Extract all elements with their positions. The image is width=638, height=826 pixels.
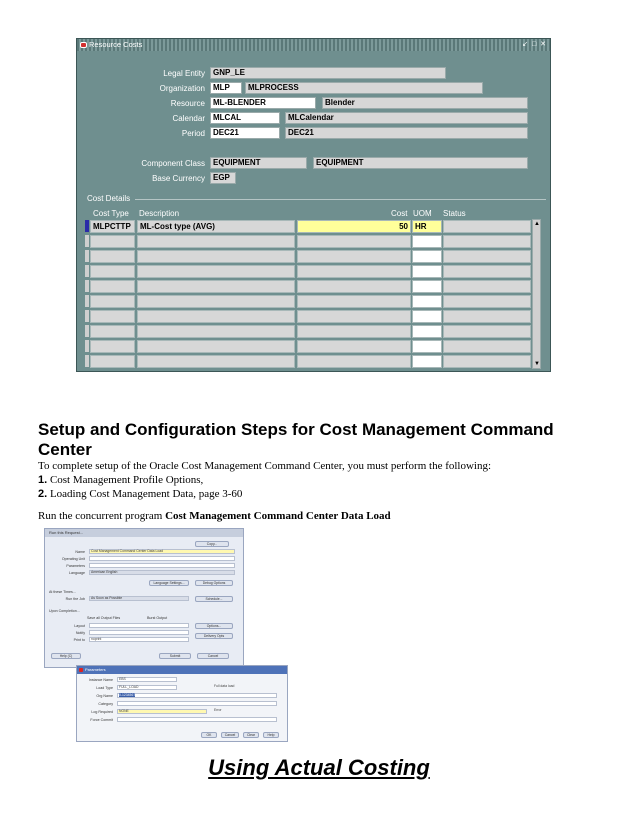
clear-button[interactable]: Clear [243,732,259,738]
table-cell[interactable] [297,340,411,353]
param-field[interactable]: FULL_LOAD [117,685,177,690]
table-cell[interactable] [412,265,442,278]
program-name: Cost Management Command Center Data Load [165,510,391,522]
calendar-label: Calendar [172,114,205,123]
calendar-name-field[interactable]: MLCalendar [285,112,528,124]
param-label: Force Commit [90,718,113,722]
language-settings-button[interactable]: Language Settings... [149,580,189,586]
name-label: Name [75,550,85,554]
scroll-down-icon[interactable]: ▼ [534,361,540,367]
scroll-up-icon[interactable]: ▲ [534,221,540,227]
section-heading: Setup and Configuration Steps for Cost Management Command Center [38,420,554,459]
table-cell[interactable] [412,235,442,248]
run-job-label: Run the Job [65,597,85,601]
component-class-label: Component Class [141,159,205,168]
table-cell[interactable] [297,295,411,308]
submit-request-screenshot [44,528,244,668]
parameters-screenshot [76,665,288,742]
table-cell[interactable] [137,355,295,368]
submit-button[interactable]: Submit [159,653,191,659]
language-label: Language [69,571,85,575]
run-prefix: Run the concurrent program [38,510,166,522]
row-selector[interactable] [85,265,89,277]
upon-completion-label: Upon Completion... [49,609,80,613]
operating-unit-field[interactable] [89,556,235,561]
step-1-text: Cost Management Profile Options, [49,474,204,486]
table-cell[interactable] [137,310,295,323]
param-label: Log Required [91,710,113,714]
description-cell[interactable]: ML-Cost type (AVG) [137,220,295,233]
param-field[interactable]: 0-1234567 [117,693,277,698]
step-2-number: 2. [38,488,48,500]
table-cell[interactable] [90,280,135,293]
resource-costs-window [76,38,551,372]
parameters-titlebar: Parameters [77,666,287,674]
parameters-label: Parameters [66,564,85,568]
row-selector[interactable] [85,235,89,247]
row-selector[interactable] [85,295,89,307]
table-cell[interactable] [412,280,442,293]
delivery-opts-button[interactable]: Delivery Opts [195,633,233,639]
col-header-cost: Cost [391,209,408,218]
table-cell[interactable] [443,325,531,338]
name-field[interactable]: Cost Management Command Center Data Load [89,549,235,554]
notify-label: Notify [75,631,85,635]
burst-output-checkbox[interactable]: Burst Output [147,616,168,620]
legal-entity-field[interactable]: GNP_LE [210,67,446,79]
resource-label: Resource [170,99,205,108]
cancel-button[interactable]: Cancel [221,732,239,738]
param-field[interactable] [117,701,277,706]
row-selector[interactable] [85,310,89,322]
table-cell[interactable] [412,340,442,353]
options-button[interactable]: Options... [195,623,233,629]
table-cell[interactable] [137,340,295,353]
param-field[interactable]: EBS [117,677,177,682]
step-2-text: Loading Cost Management Data, page 3-60 [49,488,243,500]
table-cell[interactable] [443,310,531,323]
help-button[interactable]: Help [263,732,279,738]
operating-unit-label: Operating Unit [61,557,85,561]
table-cell[interactable] [412,325,442,338]
run-job-field[interactable]: As Soon as Possible [89,596,189,601]
row-selector[interactable] [85,280,89,292]
col-header-status: Status [443,209,466,218]
parameters-field[interactable] [89,563,235,568]
table-cell[interactable] [297,280,411,293]
table-cell[interactable] [412,310,442,323]
cost-type-cell[interactable]: MLPCTTP [90,220,135,233]
param-field[interactable] [117,717,277,722]
resource-code-field[interactable]: ML-BLENDER [210,97,316,109]
param-label: Load Type [96,686,113,690]
table-cell[interactable] [443,340,531,353]
table-cell[interactable] [443,280,531,293]
layout-label: Layout [74,624,85,628]
col-header-cost-type: Cost Type [93,209,129,218]
param-label: Category [98,702,113,706]
copy-button[interactable]: Copy... [195,541,229,547]
table-cell[interactable] [90,340,135,353]
table-cell[interactable] [137,235,295,248]
cost-cell[interactable]: 50 [297,220,411,233]
vertical-scrollbar[interactable] [532,219,541,369]
table-cell[interactable] [297,250,411,263]
cost-details-section-label: Cost Details [87,194,131,203]
organization-name-field[interactable]: MLPROCESS [245,82,483,94]
window-controls[interactable]: ↙ □ ✕ [522,41,547,48]
base-currency-label: Base Currency [152,174,205,183]
at-these-times-label: At these Times... [49,590,76,594]
table-cell[interactable] [297,310,411,323]
section-divider [135,199,546,200]
status-cell[interactable] [443,220,531,233]
table-cell[interactable] [137,295,295,308]
table-cell[interactable] [90,325,135,338]
debug-options-button[interactable]: Debug Options [195,580,233,586]
page-footer-title: Using Actual Costing [208,755,430,780]
notify-field[interactable] [89,630,189,635]
log-description: Error [214,708,222,712]
step-1 [38,474,203,486]
step-1-number: 1. [38,474,48,486]
param-label: Instance Name [88,678,113,682]
component-class-code-field[interactable]: EQUIPMENT [210,157,307,169]
resource-name-field[interactable]: Blender [322,97,528,109]
table-cell[interactable] [90,295,135,308]
table-cell[interactable] [90,355,135,368]
oracle-window-icon [80,42,87,48]
print-to-label: Print to [73,638,85,642]
period-label: Period [181,129,205,138]
save-outputs-checkbox[interactable]: Save all Output Files [87,616,121,620]
col-header-uom: UOM [413,209,432,218]
step-2 [38,488,242,500]
table-cell[interactable] [297,265,411,278]
oracle-window-icon [79,668,83,672]
table-cell[interactable] [297,325,411,338]
table-cell[interactable] [412,295,442,308]
table-cell[interactable] [412,355,442,368]
organization-code-field[interactable]: MLP [210,82,242,94]
table-cell[interactable] [90,250,135,263]
row-selector[interactable] [85,355,89,367]
language-field[interactable]: American English [89,570,235,575]
table-cell[interactable] [412,250,442,263]
layout-field[interactable] [89,623,189,628]
param-field[interactable]: NONE [117,709,207,714]
table-cell[interactable] [443,235,531,248]
table-cell[interactable] [137,325,295,338]
table-cell[interactable] [297,235,411,248]
period-name-field[interactable]: DEC21 [285,127,528,139]
print-to-field[interactable]: noprint [89,637,189,642]
submit-request-titlebar: Run this Request... [45,529,243,537]
row-selector[interactable] [85,250,89,262]
row-selector[interactable] [85,325,89,337]
table-cell[interactable] [137,265,295,278]
window-title: Resource Costs [89,40,143,49]
period-code-field[interactable]: DEC21 [210,127,280,139]
calendar-code-field[interactable]: MLCAL [210,112,280,124]
legal-entity-label: Legal Entity [163,69,205,78]
table-cell[interactable] [90,265,135,278]
table-cell[interactable] [443,355,531,368]
table-cell[interactable] [443,295,531,308]
window-titlebar[interactable] [77,39,550,51]
row-selector[interactable] [85,340,89,352]
table-cell[interactable] [90,235,135,248]
table-cell[interactable] [137,280,295,293]
schedule-button[interactable]: Schedule... [195,596,233,602]
load-type-description: Full data load [214,684,235,688]
ok-button[interactable]: OK [201,732,217,738]
table-cell[interactable] [443,250,531,263]
row-selector[interactable] [85,220,89,232]
table-cell[interactable] [137,250,295,263]
table-cell[interactable] [443,265,531,278]
organization-label: Organization [159,84,205,93]
intro-paragraph: To complete setup of the Oracle Cost Management Command Center, you must perform the following: [38,460,492,472]
component-class-name-field[interactable]: EQUIPMENT [313,157,528,169]
param-label: Org Name [96,694,113,698]
table-cell[interactable] [297,355,411,368]
help-button[interactable]: Help (C) [51,653,81,659]
col-header-description: Description [139,209,180,218]
base-currency-field[interactable]: EGP [210,172,236,184]
table-cell[interactable] [90,310,135,323]
cancel-button[interactable]: Cancel [197,653,229,659]
run-program-line [38,510,391,522]
uom-cell[interactable]: HR [412,220,442,233]
